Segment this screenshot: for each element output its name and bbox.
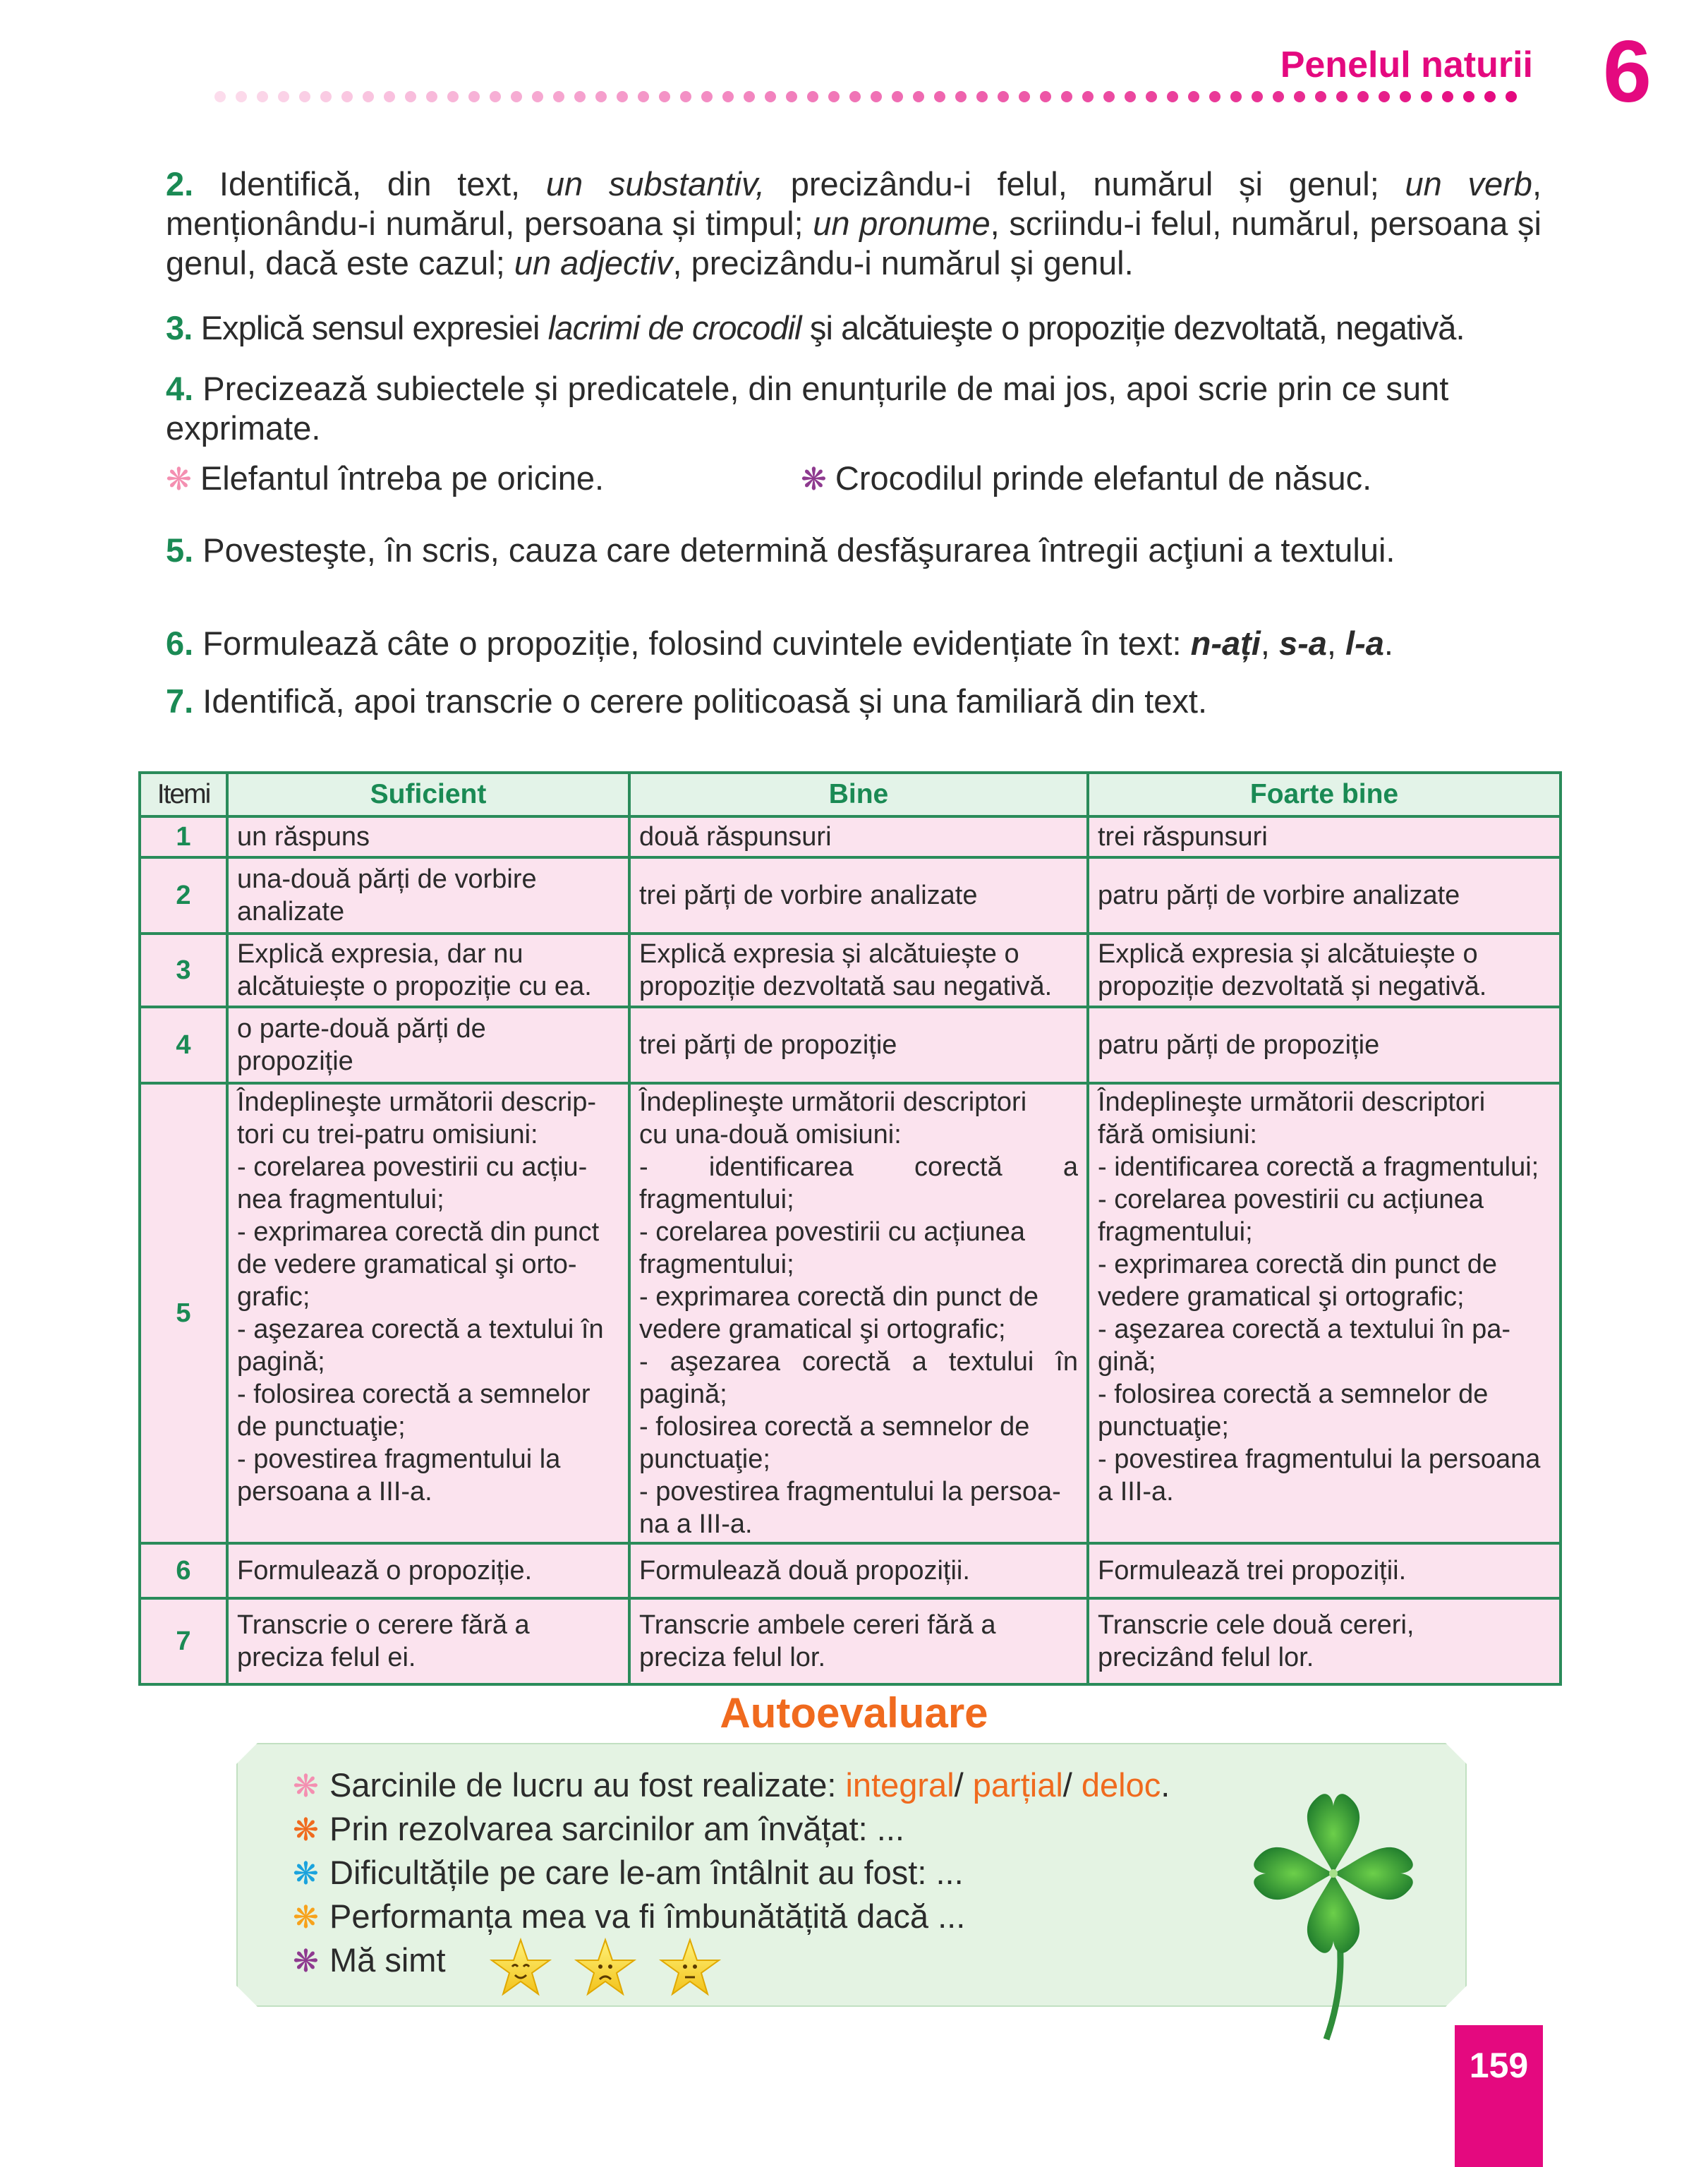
table-row (140, 857, 1561, 934)
header-dot (1125, 91, 1136, 102)
option-deloc: deloc (1081, 1766, 1161, 1804)
list-item: ❋ Prin rezolvarea sarcinilor am învățat: ... (293, 1808, 1170, 1852)
list-item: ❋ Dificultățile pe care le-am întâlnit au fost: ... (293, 1852, 1170, 1895)
page-number: 159 (1469, 2046, 1529, 2085)
self-assessment-title: Autoevaluare (720, 1689, 988, 1737)
option-integral: integral (845, 1766, 955, 1804)
item-number: 6 (140, 1543, 227, 1598)
header-dot (976, 91, 988, 102)
header-dot (617, 91, 628, 102)
exercise-number: 2. (166, 165, 194, 203)
cell-foarte-bine: patru părți de propoziție (1088, 1007, 1561, 1083)
asterisk-bullet-icon: ❋ (293, 1900, 319, 1935)
cell-foarte-bine: Transcrie cele două cereri, precizând felul lor. (1088, 1598, 1561, 1684)
header-dot (1188, 91, 1199, 102)
header-dot (1506, 91, 1517, 102)
header-dot (214, 91, 226, 102)
exercise-7: 7. Identifică, apoi transcrie o cerere politicoasă și una familiară din text. (166, 682, 1208, 720)
table-row (140, 934, 1561, 1007)
exercise-5: 5. Povesteşte, în scris, cauza care determină desfăşurarea întregii acţiuni a textului. (166, 531, 1395, 569)
header-dot (1040, 91, 1051, 102)
header-dot (1294, 91, 1305, 102)
cell-bine: trei părți de propoziție (629, 1007, 1088, 1083)
header-dot (765, 91, 776, 102)
cell-bine: Explică expresia și alcătuiește o propoziție dezvoltată sau negativă. (629, 934, 1088, 1007)
header-dot (1357, 91, 1369, 102)
list-item: ❋ Mă simt (293, 1939, 1170, 1983)
cell-suficient: Transcrie o cerere fără a preciza felul ei. (227, 1598, 629, 1684)
cell-suficient: Îndeplineşte următorii descrip- tori cu trei-patru omisiuni: - corelarea povestirii cu acțiu- nea fragmentului; - exprimarea corectă din punct de vedere gramatical şi orto- grafic; - aşezarea corectă a textului în pagină; - folosirea corectă a semnelor de punctuaţie; - povestirea fragmentului la persoana a III-a. (227, 1083, 629, 1543)
exercise-number: 3. (166, 309, 193, 346)
header-dot (299, 91, 310, 102)
header-dot (363, 91, 374, 102)
exercise-3: 3. Explică sensul expresiei lacrimi de crocodil şi alcătuieşte o propoziție dezvoltată, negativă. (166, 309, 1465, 346)
header-dot (1442, 91, 1453, 102)
cell-foarte-bine: trei răspunsuri (1088, 816, 1561, 857)
header-dot (468, 91, 480, 102)
header-dot (490, 91, 501, 102)
header-dot (1019, 91, 1030, 102)
cell-bine: două răspunsuri (629, 816, 1088, 857)
header-dot (1273, 91, 1284, 102)
chapter-title: Penelul naturii (1280, 44, 1533, 85)
option-partial: parțial (972, 1766, 1063, 1804)
header-dot (1421, 91, 1432, 102)
header-dot (786, 91, 797, 102)
column-header: Suficient (227, 773, 629, 816)
header-dot (680, 91, 691, 102)
header-dot (1379, 91, 1390, 102)
cell-foarte-bine: Formulează trei propoziții. (1088, 1543, 1561, 1598)
header-dot (1230, 91, 1242, 102)
four-leaf-clover-icon (1228, 1768, 1439, 2043)
header-dotted-line (212, 86, 1538, 107)
list-item: ❋ Sarcinile de lucru au fost realizate: integral/ parțial/ deloc. (293, 1764, 1170, 1808)
header-dot (722, 91, 734, 102)
item-number: 5 (140, 1083, 227, 1543)
header-dot (384, 91, 395, 102)
item-number: 1 (140, 816, 227, 857)
header-dot (257, 91, 268, 102)
header-dot (1167, 91, 1178, 102)
header-dot (1252, 91, 1263, 102)
header-dot (511, 91, 522, 102)
cell-bine: Formulează două propoziții. (629, 1543, 1088, 1598)
header-dot (426, 91, 437, 102)
item-number: 4 (140, 1007, 227, 1083)
neutral-star-icon[interactable] (661, 1940, 719, 1994)
header-dot (595, 91, 607, 102)
header-dot (807, 91, 818, 102)
header-dot (1082, 91, 1094, 102)
list-item: ❋ Performanța mea va fi îmbunătățită dacă ... (293, 1895, 1170, 1939)
sentence-item: ❋ Elefantul întreba pe oricine. (166, 459, 605, 497)
item-number: 7 (140, 1598, 227, 1684)
item-number: 2 (140, 857, 227, 934)
table-row (140, 1007, 1561, 1083)
header-dot (1484, 91, 1496, 102)
header-dot (998, 91, 1009, 102)
cell-bine: trei părți de vorbire analizate (629, 857, 1088, 934)
header-dot (553, 91, 564, 102)
column-header: Bine (629, 773, 1088, 816)
header-dot (1315, 91, 1326, 102)
header-dot (659, 91, 670, 102)
header-dot (320, 91, 332, 102)
header-dot (1103, 91, 1115, 102)
header-dot (532, 91, 543, 102)
cell-foarte-bine: patru părți de vorbire analizate (1088, 857, 1561, 934)
header-dot (574, 91, 586, 102)
header-dot (744, 91, 755, 102)
exercise-4: 4. Precizează subiectele și predicatele, din enunțurile de mai jos, apoi scrie prin ce sunt exprimate. (166, 370, 1449, 447)
exercise-number: 7. (166, 682, 194, 720)
header-dot (955, 91, 967, 102)
table-row (140, 1543, 1561, 1598)
item-number: 3 (140, 934, 227, 1007)
header-dot (871, 91, 882, 102)
cell-foarte-bine: Explică expresia și alcătuiește o propoziție dezvoltată și negativă. (1088, 934, 1561, 1007)
smiling-star-icon[interactable] (492, 1940, 550, 1994)
exercise-6: 6. Formulează câte o propoziție, folosind cuvintele evidențiate în text: n-ați, s-a, l-a. (166, 624, 1393, 662)
header-dot (849, 91, 861, 102)
cell-suficient: Explică expresia, dar nu alcătuiește o propoziție cu ea. (227, 934, 629, 1007)
header-dot (828, 91, 840, 102)
cell-bine: Transcrie ambele cereri fără a preciza felul lor. (629, 1598, 1088, 1684)
asterisk-bullet-icon: ❋ (293, 1813, 319, 1847)
cell-suficient: una-două părți de vorbire analizate (227, 857, 629, 934)
header-dot (447, 91, 459, 102)
header-dot (1146, 91, 1157, 102)
header-dot (278, 91, 289, 102)
table-row (140, 1598, 1561, 1684)
header-dot (701, 91, 713, 102)
asterisk-bullet-icon: ❋ (293, 1769, 319, 1804)
table-header-row (140, 773, 1561, 816)
mood-stars (485, 1937, 753, 2000)
cell-suficient: o parte-două părți de propoziție (227, 1007, 629, 1083)
header-dot (913, 91, 924, 102)
table-row (140, 1083, 1561, 1543)
asterisk-bullet-icon: ❋ (293, 1944, 319, 1979)
exercise-number: 5. (166, 531, 194, 569)
asterisk-bullet-icon: ❋ (801, 462, 827, 497)
column-header: Itemi (140, 773, 227, 816)
header-dot (236, 91, 247, 102)
asterisk-bullet-icon: ❋ (166, 462, 192, 497)
chapter-number: 6 (1603, 23, 1652, 121)
evaluation-rubric-table (138, 771, 1562, 1686)
column-header: Foarte bine (1088, 773, 1561, 816)
header-dot (892, 91, 903, 102)
sad-star-icon[interactable] (576, 1940, 634, 1994)
header-dot (934, 91, 945, 102)
header-dot (1400, 91, 1411, 102)
table-row (140, 816, 1561, 857)
header-dot (638, 91, 649, 102)
header-dot (1209, 91, 1221, 102)
exercise-number: 6. (166, 624, 194, 662)
header-dot (1336, 91, 1347, 102)
cell-suficient: un răspuns (227, 816, 629, 857)
exercise-number: 4. (166, 370, 194, 407)
cell-bine: Îndeplineşte următorii descriptori cu una-două omisiuni: - identificarea corectă a fragmentului; - corelarea povestirii cu acțiunea fragmentului; - exprimarea corectă din punct de vedere gramatical şi ortografic; - aşezarea corectă a textului în pagină; - folosirea corectă a semnelor de punctuaţie; - povestirea fragmentului la persoa- na a III-a. (629, 1083, 1088, 1543)
header-dot (1463, 91, 1474, 102)
cell-foarte-bine: Îndeplineşte următorii descriptori fără omisiuni: - identificarea corectă a fragmentului; - corelarea povestirii cu acțiunea fragmentului; - exprimarea corectă din punct de vedere gramatical şi ortografic; - aşezarea corectă a textului în pa- gină; - folosirea corectă a semnelor de punctuaţie; - povestirea fragmentului la persoana a III-a. (1088, 1083, 1561, 1543)
asterisk-bullet-icon: ❋ (293, 1857, 319, 1891)
cell-suficient: Formulează o propoziție. (227, 1543, 629, 1598)
header-dot (341, 91, 353, 102)
exercise-2: 2. Identifică, din text, un substantiv, precizându-i felul, numărul și genul; un verb, menționându-i numărul, persoana și timpul; un pronume, scriindu-i felul, numărul, persoana și genul, dacă este cazul; un adjectiv, precizându-i numărul și genul. (166, 165, 1542, 282)
header-dot (405, 91, 416, 102)
sentence-item: ❋ Crocodilul prinde elefantul de năsuc. (801, 459, 1372, 497)
header-dot (1061, 91, 1072, 102)
